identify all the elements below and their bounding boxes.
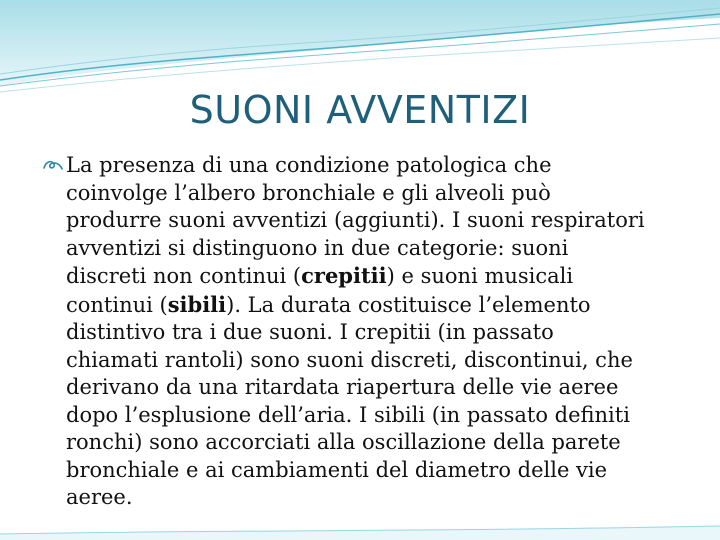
paragraph-line: coinvolge l’albero bronchiale e gli alveoli può xyxy=(66,180,551,205)
slide-body xyxy=(42,152,690,512)
paragraph-line: aeree. xyxy=(66,485,133,509)
text-segment: discreti non continui ( xyxy=(66,264,302,288)
paragraph-line: chiamati rantoli) sono suoni discreti, discontinui, che xyxy=(66,347,633,372)
term-crepitii: crepitii xyxy=(301,263,387,288)
text-segment: continui ( xyxy=(66,292,168,317)
paragraph-line: produrre suoni avventizi (aggiunti). I suoni respiratori xyxy=(66,208,645,232)
paragraph-line: dopo l’esplusione dell’aria. I sibili (in passato definiti xyxy=(66,402,630,427)
slide-title: SUONI AVVENTIZI xyxy=(189,88,531,132)
paragraph-line xyxy=(66,291,690,320)
paragraph-line: derivano da una ritardata riapertura delle vie aeree xyxy=(66,375,619,399)
text-segment: ) e suoni musicali xyxy=(386,264,574,288)
paragraph-line: distintivo tra i due suoni. I crepitii (in passato xyxy=(66,320,554,344)
paragraph-line: avventizi si distinguono in due categorie: suoni xyxy=(66,235,569,260)
text-segment: ). La durata costituisce l’elemento xyxy=(226,292,591,317)
slide-paragraph xyxy=(42,152,690,512)
curl-bullet-icon xyxy=(42,158,64,172)
paragraph-line xyxy=(66,262,690,291)
term-sibili: sibili xyxy=(167,291,227,317)
bottom-wave-decoration xyxy=(0,520,720,540)
paragraph-line: bronchiale e ai cambiamenti del diametro delle vie xyxy=(66,457,608,482)
paragraph-line: La presenza di una condizione patologica che xyxy=(66,153,552,177)
paragraph-line: ronchi) sono accorciati alla oscillazione della parete xyxy=(66,430,621,454)
